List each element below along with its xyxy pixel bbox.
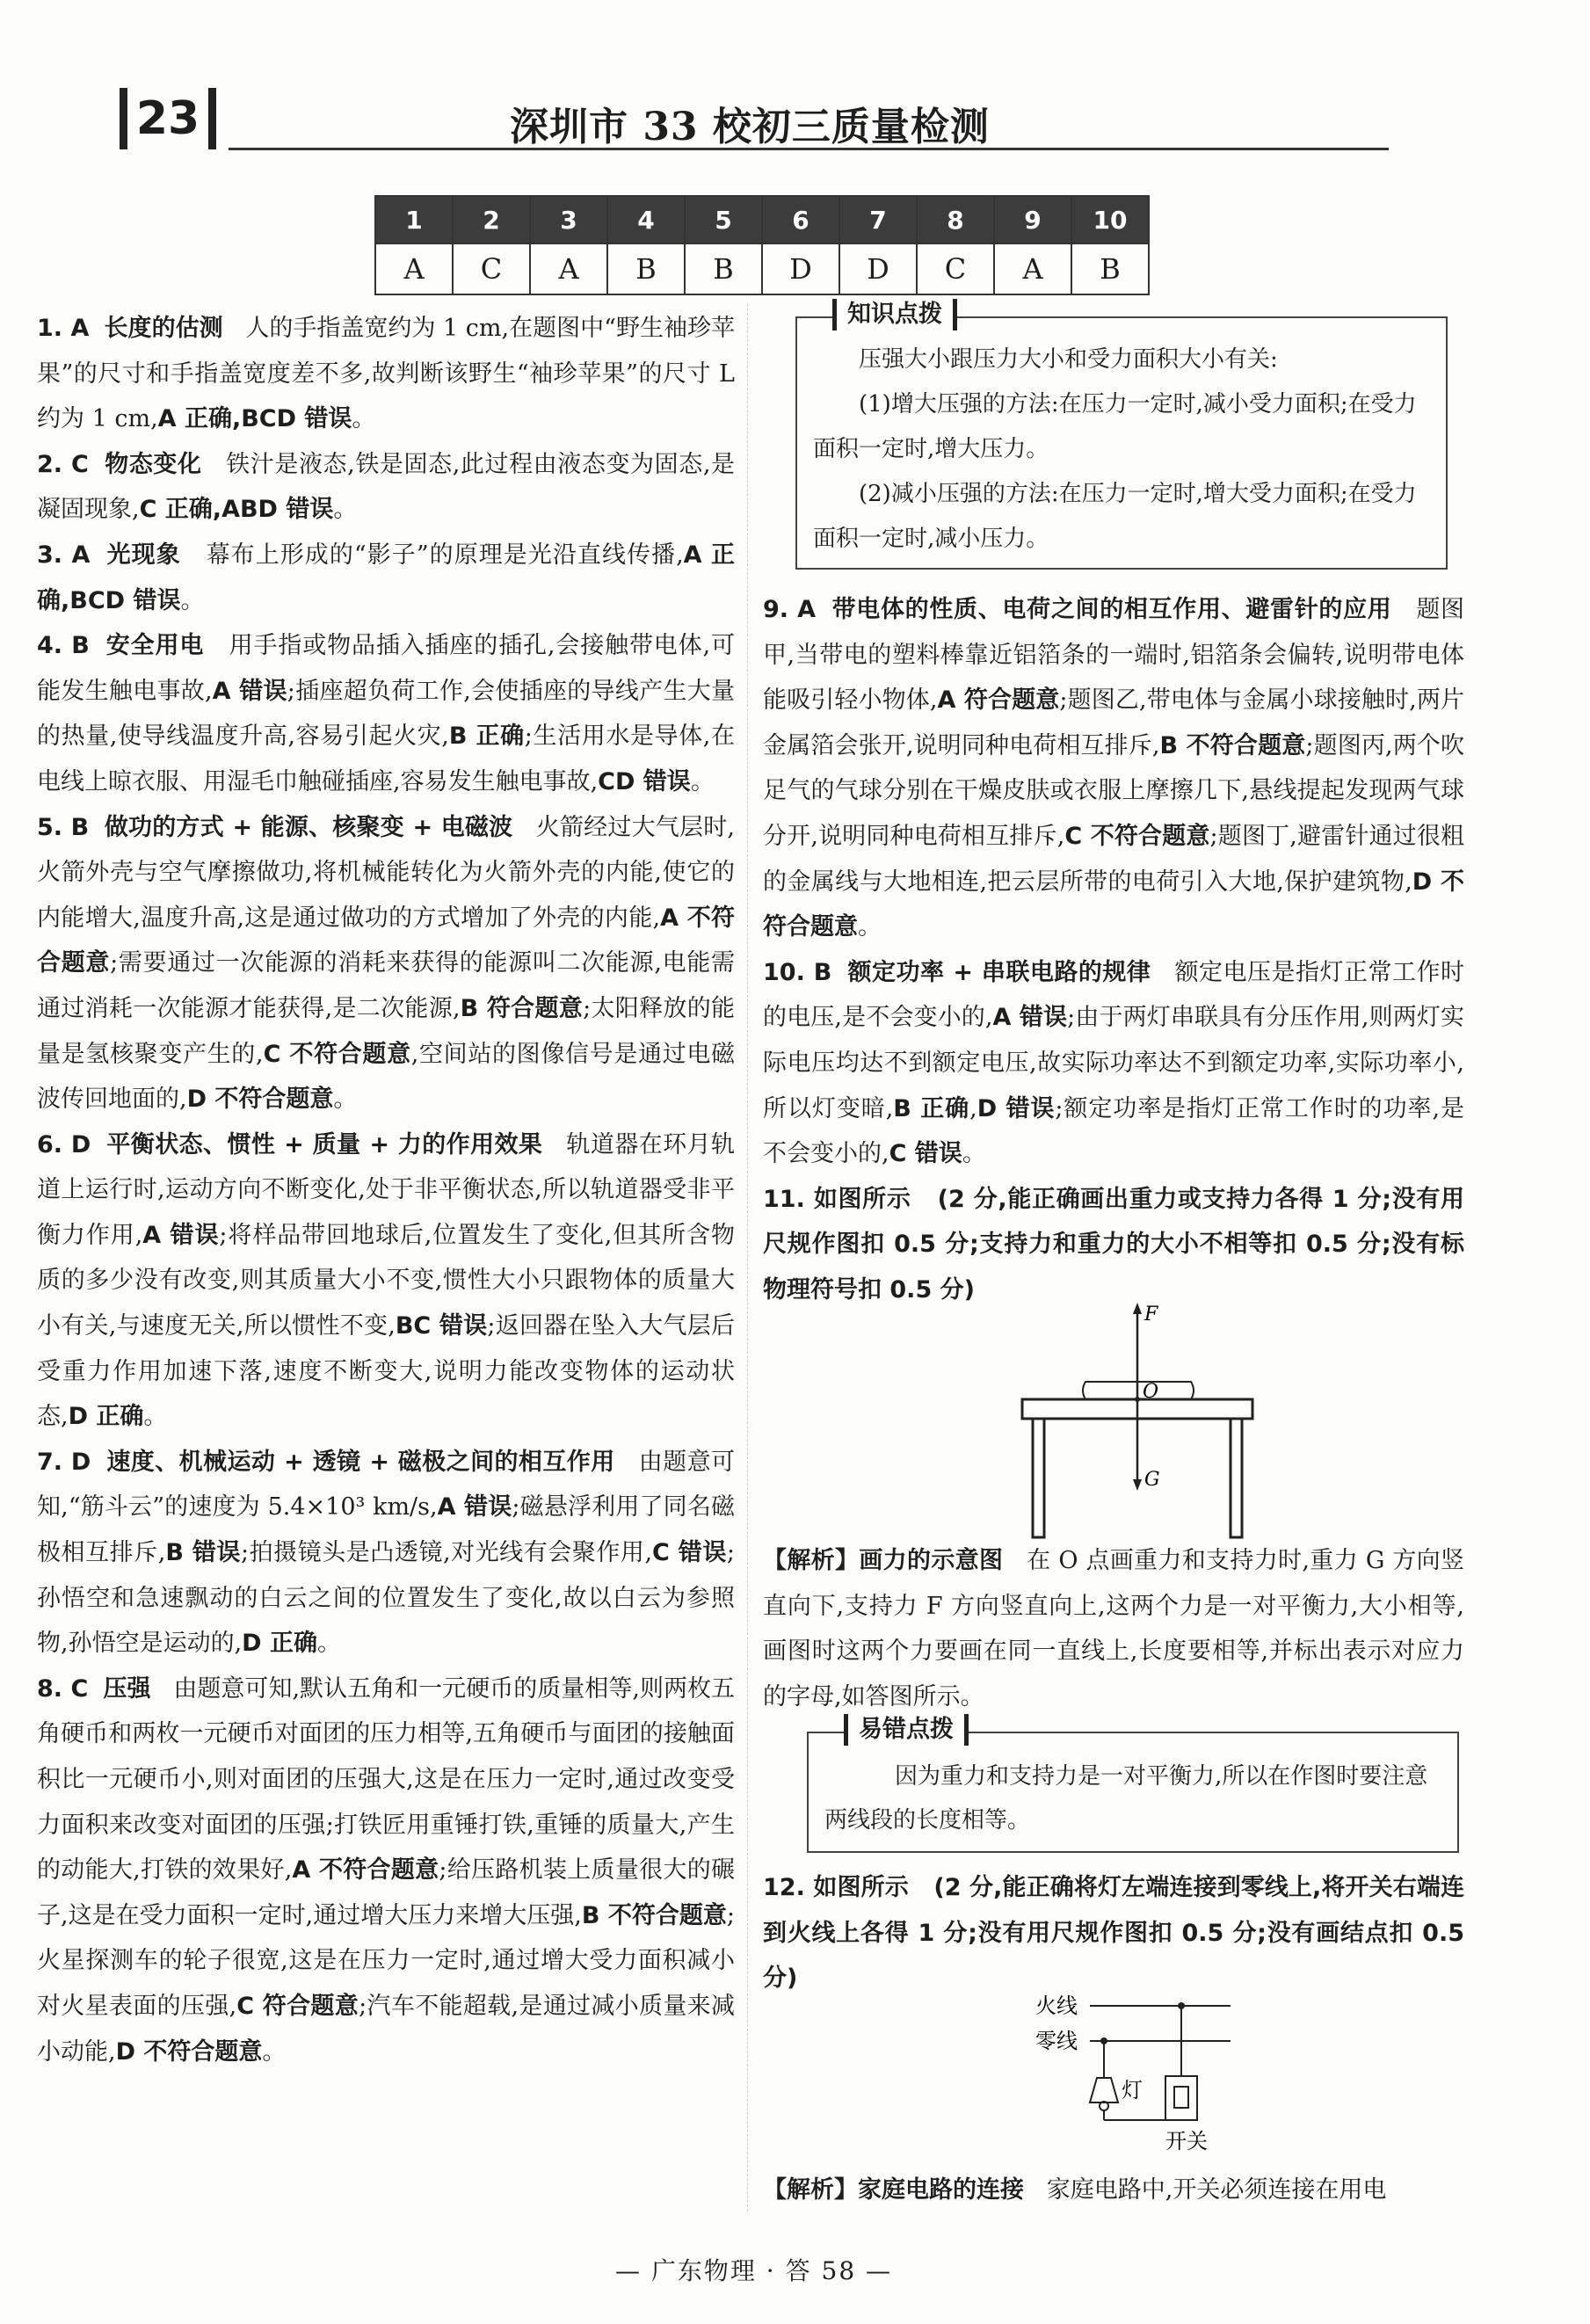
answer: B — [1071, 243, 1149, 294]
figure-11-force-diagram — [1011, 1303, 1266, 1544]
common-error-text: 因为重力和支持力是一对平衡力,所以在作图时要注意两线段的长度相等。 — [824, 1763, 1428, 1834]
page-title: 深圳市 33 校初三质量检测 — [510, 105, 990, 149]
qnum: 9 — [994, 196, 1071, 243]
answer-item-11-analysis: 【解析】画力的示意图 在 O 点画重力和支持力时,重力 G 方向竖直向下,支持力 F 方向竖直向上,这两个力是一对平衡力,大小相等,画图时这两个力要画在同一直线上,长度要相等,并标出表示对应力的字母,如答图所示。 — [763, 1547, 1465, 1710]
qnum: 4 — [607, 196, 685, 243]
answer-item-7: 7. D 速度、机械运动 + 透镜 + 磁极之间的相互作用 由题意可知,“筋斗云”的速度为 5.4×10³ km/s,A 错误;磁悬浮利用了同名磁极相互排斥,B 错误;拍摄镜头是凸透镜,对光线有会聚作用,C 错误;孙悟空和急速飘动的白云之间的位置发生了变化,故以白云为参照物,孙悟空是运动的,D 正确。 — [37, 1448, 735, 1658]
qnum: 10 — [1071, 196, 1149, 243]
qnum: 8 — [917, 196, 994, 243]
answer: A — [994, 243, 1071, 294]
left-column — [37, 306, 735, 2074]
qnum: 5 — [685, 196, 762, 243]
common-error-box — [807, 1716, 1459, 1853]
answer: C — [917, 243, 994, 294]
answer: D — [839, 243, 917, 294]
answer: B — [685, 243, 762, 294]
label-neutral-wire: 零线 — [1035, 2029, 1078, 2053]
section-number: 23 — [120, 88, 216, 149]
answer-item-3: 3. A 光现象 幕布上形成的“影子”的原理是光沿直线传播,A 正确,BCD 错误。 — [37, 541, 735, 614]
qnum: 7 — [839, 196, 917, 243]
answer-table-numbers — [375, 196, 1149, 243]
column-divider — [747, 304, 748, 2211]
header-rule — [229, 148, 1389, 150]
answer-item-6: 6. D 平衡状态、惯性 + 质量 + 力的作用效果 轨道器在环月轨道上运行时,运动方向不断变化,处于非平衡状态,所以轨道器受非平衡力作用,A 错误;将样品带回地球后,位置发生了变化,但其所含物质的多少没有改变,则其质量大小不变,惯性大小只跟物体的质量大小有关,与速度无关,所以惯性不变,BC 错误;返回器在坠入大气层后受重力作用加速下落,速度不断变大,说明力能改变物体的运动状态,D 正确。 — [37, 1130, 736, 1431]
label-G: G — [1144, 1469, 1160, 1491]
answer: B — [607, 243, 685, 294]
answer-item-1: 1. A 长度的估测 人的手指盖宽约为 1 cm,在题图中“野生袖珍苹果”的尺寸和手指盖宽度差不多,故判断该野生“袖珍苹果”的尺寸 L 约为 1 cm,A 正确,BCD 错误。 — [37, 315, 736, 433]
answer-item-5: 5. B 做功的方式 + 能源、核聚变 + 电磁波 火箭经过大气层时,火箭外壳与空气摩擦做功,将机械能转化为火箭外壳的内能,使它的内能增大,温度升高,这是通过做功的方式增加了外壳的内能,A 不符合题意;需要通过一次能源的消耗来获得的能源叫二次能源,电能需通过消耗一次能源才能获得,是二次能源,B 符合题意;太阳释放的能量是氢核聚变产生的,C 不符合题意,空间站的图像信号是通过电磁波传回地面的,D 不符合题意。 — [37, 813, 736, 1114]
answer-table-answers — [375, 243, 1149, 294]
answer-item-11-header: 11. 如图所示 (2 分,能正确画出重力或支持力各得 1 分;没有用尺规作图扣 0.5 分;支持力和重力的大小不相等扣 0.5 分;没有标物理符号扣 0.5 分) — [763, 1185, 1464, 1304]
label-lamp: 灯 — [1122, 2078, 1143, 2102]
answer-item-8: 8. C 压强 由题意可知,默认五角和一元硬币的质量相等,则两枚五角硬币和两枚一元硬币对面团的压力相等,五角硬币与面团的接触面积比一元硬币小,则对面团的压强大,这是在压力一定时,通过改变受力面积来改变对面团的压强;打铁匠用重锤打铁,重锤的质量大,产生的动能大,打铁的效果好,A 不符合题意;给压路机装上质量很大的碾子,这是在受力面积一定时,通过增大压力来增大压强,B 不符合题意;火星探测车的轮子很宽,这是在压力一定时,通过增大受力面积减小对火星表面的压强,C 符合题意;汽车不能超载,是通过减小质量来减小动能,D 不符合题意。 — [37, 1674, 736, 2066]
answer-item-9: 9. A 带电体的性质、电荷之间的相互作用、避雷针的应用 题图甲,当带电的塑料棒靠近铝箔条的一端时,铝箔条会偏转,说明带电体能吸引轻小物体,A 符合题意;题图乙,带电体与金属小球接触时,两片金属箔会张开,说明同种电荷相互排斥,B 不符合题意;题图丙,两个吹足气的气球分别在干燥皮肤或衣服上摩擦几下,悬线提起发现两气球分开,说明同种电荷相互排斥,C 不符合题意;题图丁,避雷针通过很粗的金属线与大地相连,把云层所带的电荷引入大地,保护建筑物,D 不符合题意。 — [763, 596, 1465, 941]
qnum: 1 — [375, 196, 453, 243]
answer-table — [374, 195, 1150, 295]
common-error-title: 易错点拨 — [844, 1714, 969, 1746]
answer-item-2: 2. C 物态变化 铁汁是液态,铁是固态,此过程由液态变为固态,是凝固现象,C 正确,ABD 错误。 — [37, 450, 736, 524]
answer: C — [453, 243, 530, 294]
answer: A — [375, 243, 453, 294]
label-F: F — [1144, 1304, 1158, 1325]
knowledge-line: (2)减小压强的方法:在压力一定时,增大受力面积;在受力面积一定时,减小压力。 — [813, 481, 1417, 552]
qnum: 2 — [453, 196, 530, 243]
answer-item-12-header: 12. 如图所示 (2 分,能正确将灯左端连接到零线上,将开关右端连到火线上各得 1 分;没有用尺规作图扣 0.5 分;没有画结点扣 0.5 分) — [763, 1874, 1465, 1993]
knowledge-tip-box — [795, 301, 1448, 570]
label-switch: 开关 — [1165, 2129, 1208, 2153]
right-column — [763, 587, 1464, 1313]
knowledge-tip-title: 知识点拨 — [832, 299, 957, 330]
label-O: O — [1143, 1381, 1159, 1403]
knowledge-line: 压强大小跟压力大小和受力面积大小有关: — [859, 346, 1278, 373]
qnum: 6 — [762, 196, 839, 243]
answer-item-10: 10. B 额定功率 + 串联电路的规律 额定电压是指灯正常工作时的电压,是不会变小的,A 错误;由于两灯串联具有分压作用,则两灯实际电压均达不到额定电压,故实际功率达不到额定功率,实际功率小,所以灯变暗,B 正确,D 错误;额定功率是指灯正常工作时的功率,是不会变小的,C 错误。 — [763, 958, 1465, 1168]
knowledge-line: (1)增大压强的方法:在压力一定时,减小受力面积;在受力面积一定时,增大压力。 — [813, 391, 1417, 462]
answer: D — [762, 243, 839, 294]
label-live-wire: 火线 — [1035, 1994, 1078, 2018]
qnum: 3 — [530, 196, 607, 243]
answer: A — [530, 243, 607, 294]
answer-item-12-analysis: 【解析】家庭电路的连接 家庭电路中,开关必须连接在用电 — [763, 2176, 1387, 2204]
answer-item-4: 4. B 安全用电 用手指或物品插入插座的插孔,会接触带电体,可能发生触电事故,A 错误;插座超负荷工作,会使插座的导线产生大量的热量,使导线温度升高,容易引起火灾,B 正确;生活用水是导体,在电线上晾衣服、用湿毛巾触碰插座,容易发生触电事故,CD 错误。 — [37, 632, 736, 795]
page-footer: — 广东物理 · 答 58 — — [615, 2256, 893, 2285]
figure-12-circuit — [1035, 1988, 1246, 2155]
